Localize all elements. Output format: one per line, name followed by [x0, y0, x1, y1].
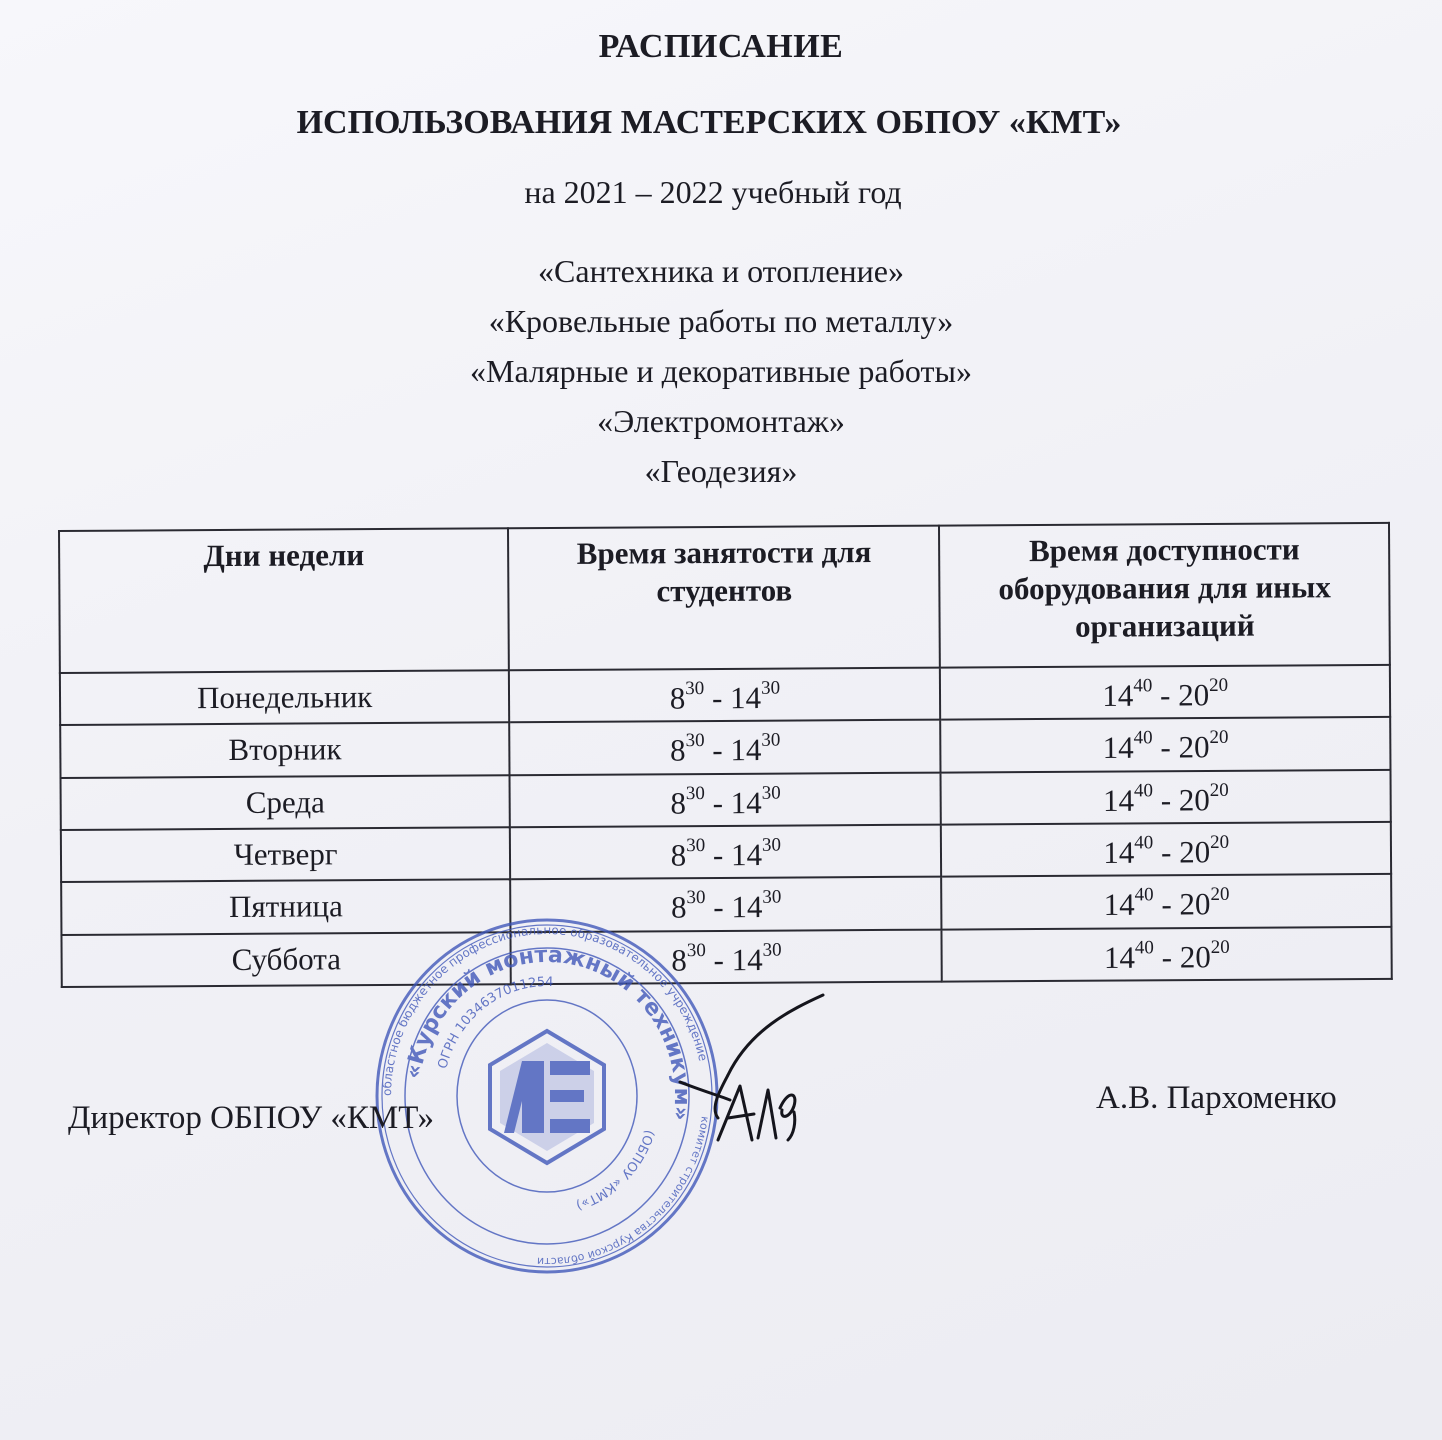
time-separator: -	[704, 732, 731, 768]
table-row	[61, 822, 1391, 882]
table-header-row	[59, 523, 1390, 673]
time-hour: 14	[1103, 887, 1135, 923]
time-hour: 14	[729, 680, 762, 716]
time-separator: -	[1153, 886, 1180, 922]
time-minute: 40	[1134, 936, 1154, 959]
time-separator: -	[1152, 782, 1179, 818]
time-hour: 8	[669, 732, 686, 768]
time-minute: 20	[1209, 727, 1229, 749]
time-minute: 20	[1210, 936, 1230, 958]
time-hour: 8	[671, 942, 687, 978]
time-hour: 20	[1179, 886, 1211, 922]
time-hour: 8	[669, 680, 686, 716]
time-hour: 20	[1179, 938, 1211, 975]
table-row	[60, 717, 1390, 777]
stamp-emblem-icon	[490, 1031, 604, 1163]
time-minute: 30	[686, 887, 706, 909]
time-hour: 14	[1102, 782, 1135, 818]
director-signature	[670, 990, 840, 1160]
academic-year: на 2021 – 2022 учебный год	[524, 174, 902, 210]
time-minute: 40	[1134, 832, 1154, 854]
time-hour: 20	[1178, 781, 1210, 818]
time-separator: -	[705, 837, 732, 873]
header-student-time: Время занятости для студентов	[508, 526, 940, 671]
day-cell: Среда	[61, 775, 511, 830]
workshop-item: «Кровельные работы по металлу»	[488, 303, 954, 339]
stamp-abbrev: (ОБПОУ «КМТ»)	[573, 1127, 657, 1213]
time-hour: 14	[730, 784, 762, 820]
time-minute: 40	[1133, 675, 1153, 697]
schedule-body	[60, 665, 1392, 987]
time-minute: 30	[686, 939, 706, 961]
org-time-cell	[941, 822, 1391, 877]
org-time-cell	[942, 927, 1392, 982]
stamp-ogrn: ОГРН 1034637011254	[435, 974, 554, 1071]
time-minute: 30	[762, 939, 782, 961]
document-title: РАСПИСАНИЕ	[598, 28, 844, 65]
time-hour: 14	[1102, 730, 1134, 766]
director-name: А.В. Пархоменко	[1096, 1080, 1337, 1116]
director-title: Директор ОБПОУ «КМТ»	[68, 1100, 435, 1136]
time-hour: 14	[730, 732, 762, 768]
time-hour: 20	[1178, 677, 1210, 713]
time-hour: 20	[1179, 834, 1211, 870]
time-minute: 20	[1210, 884, 1230, 906]
time-minute: 40	[1133, 779, 1154, 802]
time-minute: 20	[1209, 779, 1229, 801]
time-hour: 14	[730, 837, 763, 873]
org-time-cell	[941, 770, 1391, 825]
time-hour: 8	[670, 889, 687, 925]
workshop-item: «Электромонтаж»	[597, 403, 845, 439]
time-minute: 40	[1133, 727, 1153, 749]
time-separator: -	[1152, 677, 1179, 713]
time-minute: 30	[760, 677, 781, 699]
day-cell: Пятница	[61, 880, 511, 935]
day-cell: Четверг	[61, 827, 511, 882]
header-org-time: Время доступности оборудования для иных организаций	[939, 523, 1389, 668]
time-minute: 20	[1209, 674, 1229, 696]
day-cell: Понедельник	[60, 670, 510, 725]
time-hour: 8	[670, 837, 687, 873]
time-hour: 14	[1103, 834, 1135, 870]
stamp-outer-text: областное бюджетное профессиональное образовательное учреждение	[379, 922, 711, 1097]
student-time-cell	[509, 668, 940, 723]
table-row	[60, 665, 1390, 725]
time-minute: 30	[686, 835, 706, 857]
table-row	[61, 770, 1391, 830]
document-subtitle: ИСПОЛЬЗОВАНИЯ МАСТЕРСКИХ ОБПОУ «КМТ»	[296, 104, 1122, 141]
workshop-item: «Сантехника и отопление»	[538, 253, 904, 289]
org-time-cell	[942, 874, 1392, 929]
workshop-list	[0, 246, 1442, 496]
student-time-cell	[510, 720, 941, 775]
time-separator: -	[1153, 939, 1180, 975]
time-minute: 30	[762, 886, 782, 909]
day-cell: Вторник	[60, 723, 510, 778]
time-hour: 14	[1102, 677, 1134, 713]
time-minute: 30	[685, 678, 705, 700]
stamp-bottom-text: комитет строительства Курской области	[536, 1115, 712, 1269]
time-separator: -	[1153, 834, 1180, 870]
time-separator: -	[704, 680, 731, 716]
time-minute: 40	[1134, 884, 1154, 906]
student-time-cell	[510, 772, 941, 827]
time-hour: 14	[731, 941, 763, 977]
schedule-table	[58, 522, 1393, 988]
time-minute: 30	[685, 730, 705, 752]
time-minute: 30	[685, 782, 705, 804]
time-hour: 14	[731, 889, 763, 925]
time-hour: 14	[1103, 939, 1136, 975]
header-day: Дни недели	[59, 528, 509, 673]
time-separator: -	[705, 889, 732, 925]
workshop-item: «Геодезия»	[644, 453, 798, 489]
org-time-cell	[941, 717, 1391, 772]
time-hour: 8	[670, 785, 687, 821]
table-row	[61, 874, 1391, 934]
time-separator: -	[1152, 729, 1179, 765]
time-minute: 30	[761, 729, 781, 752]
table-row	[61, 927, 1391, 987]
time-separator: -	[704, 784, 731, 821]
time-hour: 20	[1178, 729, 1210, 765]
student-time-cell	[510, 825, 941, 880]
time-separator: -	[705, 941, 732, 978]
time-minute: 20	[1210, 831, 1230, 853]
time-minute: 30	[761, 834, 782, 856]
day-cell: Суббота	[61, 932, 511, 987]
workshop-item: «Малярные и декоративные работы»	[470, 353, 972, 389]
org-time-cell	[940, 665, 1390, 720]
stamp-inner-text: «Курский монтажный техникум»	[401, 942, 695, 1122]
time-minute: 30	[761, 782, 781, 804]
